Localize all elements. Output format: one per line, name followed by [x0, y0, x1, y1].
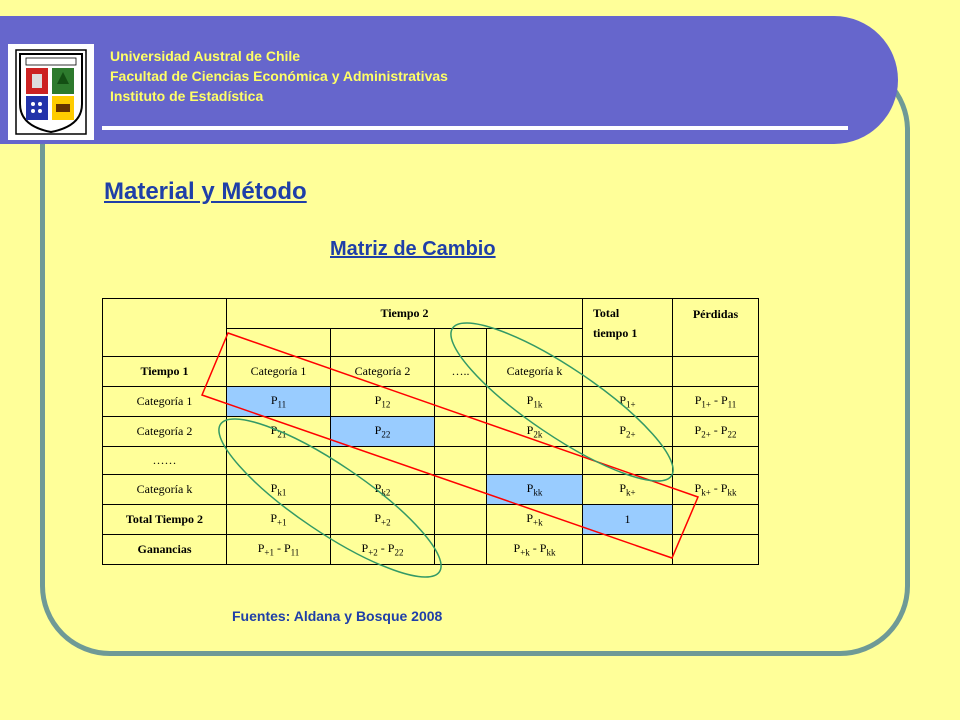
cell: $P_{2+}$: [583, 417, 673, 447]
header-total-tiempo1: Total tiempo 1: [583, 299, 673, 357]
cell: $P_{k+}$: [583, 475, 673, 505]
cell: $P_{+1} - P_{11}$: [227, 535, 331, 565]
diagonal-highlight-box: [202, 333, 698, 558]
cell: $P_{k+} - P_{kk}$: [673, 475, 759, 505]
row-label: Ganancias: [103, 535, 227, 565]
lower-triangle-ellipse: [202, 396, 459, 600]
cell: $P_{2k}$: [487, 417, 583, 447]
cell: $P_{kk}$: [487, 475, 583, 505]
cell: $P_{+2}$: [331, 505, 435, 535]
cell: $P_{+k} - P_{kk}$: [487, 535, 583, 565]
cell: $P_{+k}$: [487, 505, 583, 535]
column-header: Categoría 2: [331, 357, 435, 387]
column-header: Categoría k: [487, 357, 583, 387]
slide-title: Material y Método: [104, 178, 307, 205]
cell: $P_{+2} - P_{22}$: [331, 535, 435, 565]
cell: $P_{21}$: [227, 417, 331, 447]
cell: $P_{1+} - P_{11}$: [673, 387, 759, 417]
source-citation: Fuentes: Aldana y Bosque 2008: [232, 608, 443, 624]
cell: $P_{1+}$: [583, 387, 673, 417]
column-header: Categoría 1: [227, 357, 331, 387]
row-label: Categoría 1: [103, 387, 227, 417]
cell: $P_{12}$: [331, 387, 435, 417]
header-tiempo1: Tiempo 1: [103, 357, 227, 387]
cell: $P_{22}$: [331, 417, 435, 447]
header-tiempo2: Tiempo 2: [227, 299, 583, 329]
header-perdidas: Pérdidas: [673, 299, 759, 357]
institute-name: Instituto de Estadística: [110, 88, 264, 104]
cell: $P_{k2}$: [331, 475, 435, 505]
cell: 1: [583, 505, 673, 535]
cell: $P_{11}$: [227, 387, 331, 417]
upper-triangle-ellipse: [434, 300, 691, 504]
column-header: …..: [435, 357, 487, 387]
row-label: ……: [103, 447, 227, 475]
row-label: Categoría k: [103, 475, 227, 505]
faculty-name: Facultad de Ciencias Económica y Administrativas: [110, 68, 448, 84]
slide-subtitle: Matriz de Cambio: [330, 238, 496, 260]
cell: $P_{k1}$: [227, 475, 331, 505]
cell: $P_{1k}$: [487, 387, 583, 417]
cell: $P_{+1}$: [227, 505, 331, 535]
row-label: Total Tiempo 2: [103, 505, 227, 535]
university-name: Universidad Austral de Chile: [110, 48, 301, 64]
cell: $P_{2+} - P_{22}$: [673, 417, 759, 447]
row-label: Categoría 2: [103, 417, 227, 447]
